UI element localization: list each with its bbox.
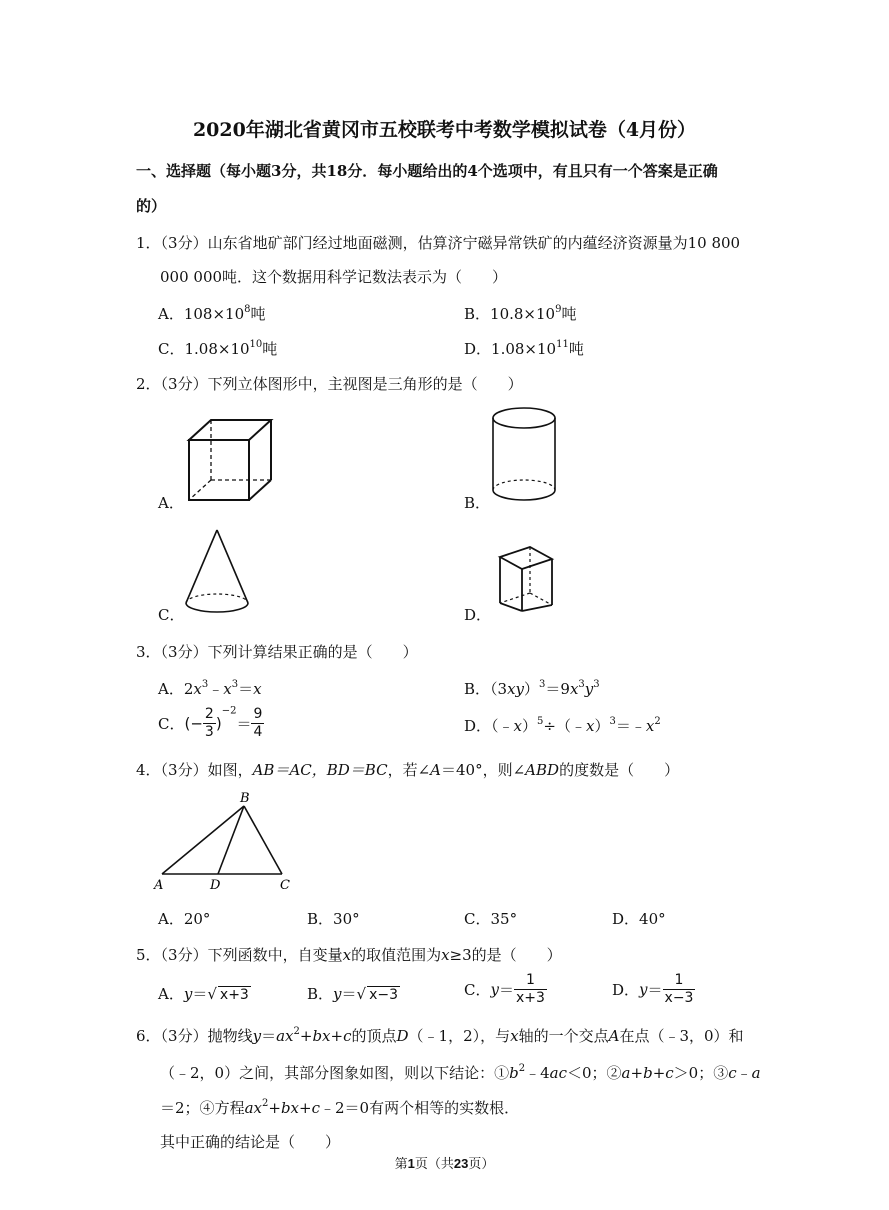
cube-figure	[183, 418, 278, 503]
cone-figure	[183, 527, 253, 615]
page-title: 2020年湖北省黄冈市五校联考中考数学模拟试卷（4月份）	[192, 119, 697, 141]
q4-option-c: C．35°	[464, 910, 518, 928]
vertex-c-label: C	[280, 878, 290, 893]
section-header-line1: 一、选择题（每小题3分，共18分．每小题给出的4个选项中，有且只有一个答案是正确	[136, 162, 718, 180]
q4-option-d: D．40°	[612, 910, 666, 928]
cylinder-figure	[490, 405, 560, 503]
q6-line4: 其中正确的结论是（ ）	[160, 1133, 341, 1151]
q5-option-c: C．y＝ $\frac{1}{x+3}$	[464, 972, 545, 1006]
page-footer: 第1页（共23页）	[394, 1156, 495, 1171]
q5-stem: 5．（3分）下列函数中，自变量x的取值范围为x≥3的是（ ）	[136, 946, 562, 964]
q1-option-b: B．$10.8\times 10^9$吨	[464, 304, 577, 323]
vertex-b-label: B	[240, 791, 250, 806]
q5-option-b: B．y＝√ x−3	[307, 985, 399, 1003]
q3-stem: 3．（3分）下列计算结果正确的是（ ）	[136, 643, 418, 661]
vertex-a-label: A	[154, 878, 164, 893]
q3-option-a: A．$2x^3﹣x^3=x$	[158, 679, 262, 698]
q2-option-d-label: D．	[464, 606, 492, 624]
vertex-d-label: D	[210, 878, 221, 893]
q4-option-a: A．20°	[158, 910, 211, 928]
section-header-line2: 的）	[136, 197, 167, 215]
q4-option-b: B．30°	[307, 910, 360, 928]
q1-line2: 000 000吨．这个数据用科学记数法表示为（ ）	[160, 268, 508, 286]
q3-option-c: C．(− $\frac{2}{3}$ )$^{-2}$＝ $\frac{9}{4}$	[158, 705, 263, 740]
q1-option-d: D．$1.08\times 10^{11}$吨	[464, 339, 584, 358]
triangular-prism-figure	[496, 541, 558, 613]
q3-option-b: B．$(3xy)^3=9x^3y^3$	[464, 679, 600, 698]
q2-option-c-label: C．	[158, 606, 185, 624]
q6-line2: （﹣2，0）之间，其部分图象如图，则以下结论：$①b^2﹣4ac<0$；②a+b+c＞0；③c﹣a	[160, 1063, 761, 1082]
q1-option-a: A．$108\times 10^8$吨	[158, 304, 266, 323]
q4-stem: 4．（3分）如图，AB＝AC，BD＝BC，若∠A＝40°，则∠ABD的度数是（ ）	[136, 761, 680, 779]
q1-line1: 1．（3分）山东省地矿部门经过地面磁测，估算济宁磁异常铁矿的内蕴经济资源量为10 800	[136, 234, 741, 252]
q5-option-d: D．y＝ $\frac{1}{x-3}$	[612, 972, 694, 1006]
q5-option-a: A．y＝√ x+3	[158, 985, 249, 1003]
q3-option-d: D．$(﹣x)^5\div(﹣x)^3=﹣x^2$	[464, 716, 661, 735]
q6-line3: ＝2；④方程$ax^2+bx+c﹣2=0$有两个相等的实数根．	[160, 1098, 520, 1117]
q2-option-a-label: A．	[158, 494, 184, 512]
triangle-figure	[150, 788, 300, 896]
q1-option-c: C．$1.08\times 10^{10}$吨	[158, 339, 278, 358]
q2-stem: 2．（3分）下列立体图形中，主视图是三角形的是（ ）	[136, 375, 523, 393]
q6-line1: 6．（3分）抛物线$y=ax^2+bx+c$的顶点D（﹣1，2），与x轴的一个交点A在点（﹣3，0）和	[136, 1026, 744, 1045]
q2-option-b-label: B．	[464, 494, 491, 512]
